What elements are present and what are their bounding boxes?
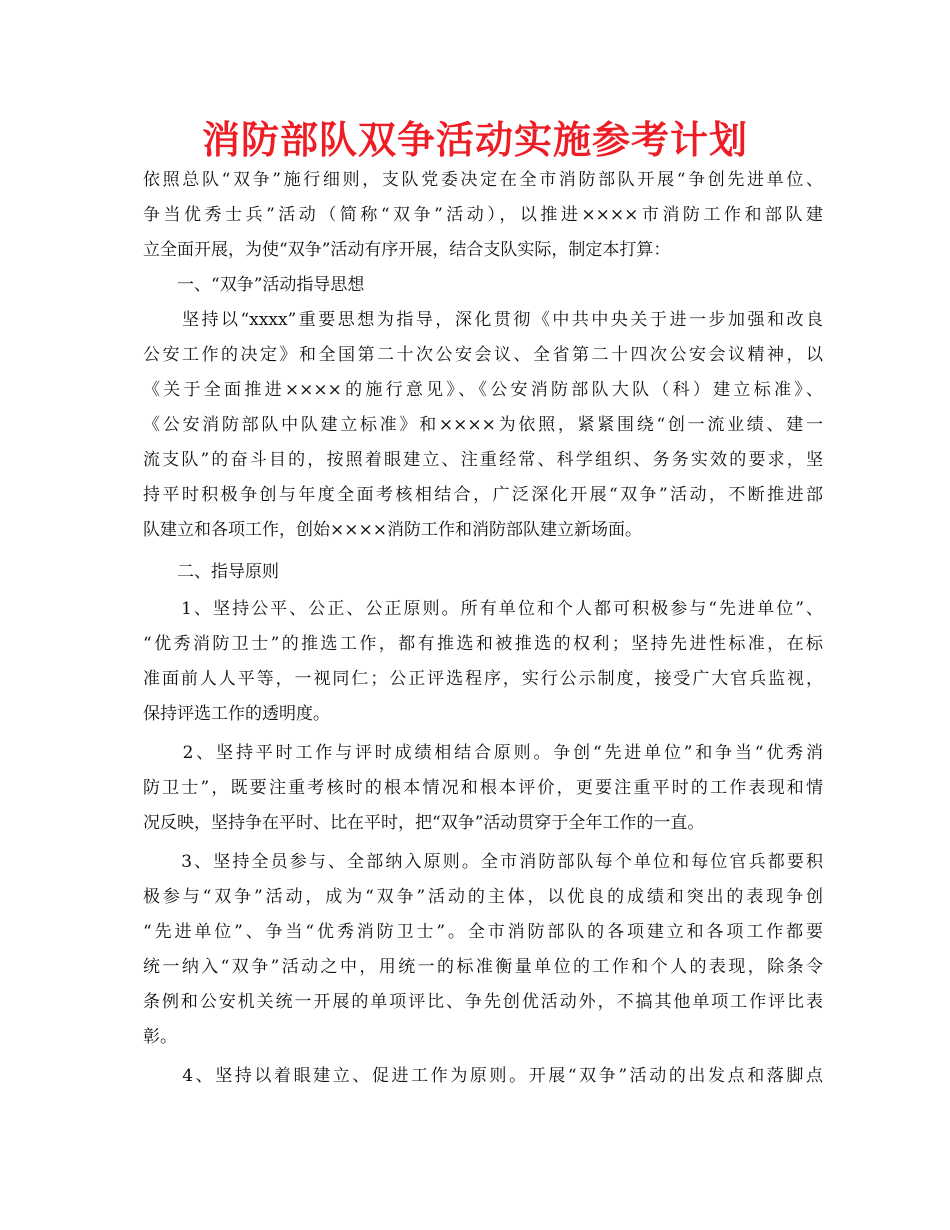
- body-line: 持平时积极争创与年度全面考核相结合，广泛深化开展“双争”活动，不断推进部: [143, 485, 823, 505]
- body-line: 队建立和各项工作，创始××××消防工作和消防部队建立新场面。: [143, 520, 642, 540]
- body-line: 立全面开展，为使“双争”活动有序开展，结合支队实际，制定本打算：: [143, 240, 671, 260]
- body-line: 保持评选工作的透明度。: [143, 704, 330, 724]
- body-line: 统一纳入“双争”活动之中，用统一的标准衡量单位的工作和个人的表现，除条令: [143, 957, 823, 977]
- body-line: 4、坚持以着眼建立、促进工作为原则。开展“双争”活动的出发点和落脚点: [143, 1066, 823, 1086]
- body-line: 《公安消防部队中队建立标准》和××××为依照，紧紧围绕“创一流业绩、建一: [143, 415, 823, 435]
- body-line: 彰。: [143, 1027, 177, 1047]
- body-line: 2、坚持平时工作与评时成绩相结合原则。争创“先进单位”和争当“优秀消: [143, 743, 823, 763]
- body-line: 争当优秀士兵”活动（简称“双争”活动），以推进××××市消防工作和部队建: [143, 205, 823, 225]
- body-line: 极参与“双争”活动，成为“双争”活动的主体，以优良的成绩和突出的表现争创: [143, 887, 823, 907]
- body-line: 流支队”的奋斗目的，按照着眼建立、注重经常、科学组织、务务实效的要求，坚: [143, 450, 823, 470]
- body-line: 况反映，坚持争在平时、比在平时，把“双争”活动贯穿于全年工作的一直。: [143, 813, 705, 833]
- body-line: 依照总队“双争”施行细则，支队党委决定在全市消防部队开展“争创先进单位、: [143, 170, 823, 190]
- section-heading: 一、“双争”活动指导思想: [143, 275, 365, 295]
- body-line: “先进单位”、争当“优秀消防卫士”。全市消防部队的各项建立和各项工作都要: [143, 922, 823, 942]
- body-line: 3、坚持全员参与、全部纳入原则。全市消防部队每个单位和每位官兵都要积: [143, 852, 823, 872]
- body-line: 准面前人人平等，一视同仁；公正评选程序，实行公示制度，接受广大官兵监视，: [143, 669, 823, 689]
- body-line: 公安工作的决定》和全国第二十次公安会议、全省第二十四次公安会议精神，以: [143, 345, 823, 365]
- section-heading: 二、指导原则: [143, 562, 279, 582]
- body-line: 1、坚持公平、公正、公正原则。所有单位和个人都可积极参与“先进单位”、: [143, 599, 823, 619]
- body-line: 防卫士”，既要注重考核时的根本情况和根本评价，更要注重平时的工作表现和情: [143, 778, 823, 798]
- body-line: 《关于全面推进××××的施行意见》、《公安消防部队大队（科）建立标准》、: [143, 380, 823, 400]
- document-title: 消防部队双争活动实施参考计划: [201, 118, 748, 162]
- body-line: 条例和公安机关统一开展的单项评比、争先创优活动外，不搞其他单项工作评比表: [143, 992, 823, 1012]
- body-line: 坚持以“xxxx”重要思想为指导，深化贯彻《中共中央关于进一步加强和改良: [143, 310, 823, 330]
- body-line: “优秀消防卫士”的推选工作，都有推选和被推选的权利；坚持先进性标准，在标: [143, 634, 823, 654]
